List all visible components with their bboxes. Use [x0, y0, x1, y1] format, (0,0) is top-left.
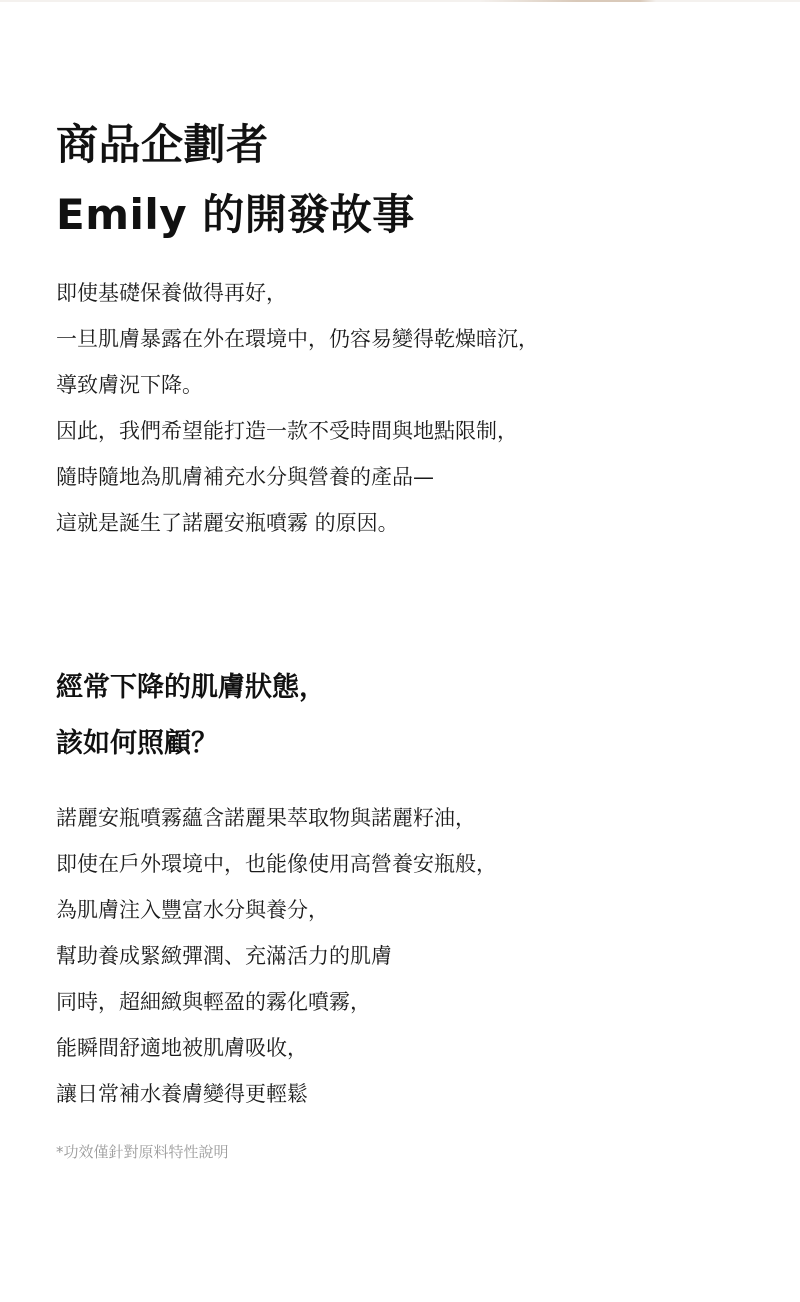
- detail-line: 為肌膚注入豐富水分與養分，: [56, 898, 329, 922]
- intro-line: 一旦肌膚暴露在外在環境中，仍容易變得乾燥暗沉，: [56, 327, 539, 351]
- title-line: Emily 的開發故事: [56, 190, 415, 239]
- heading-line: 經常下降的肌膚狀態，: [56, 672, 326, 703]
- intro-line: 即使基礎保養做得再好，: [56, 281, 287, 305]
- detail-line: 即使在戶外環境中，也能像使用高營養安瓶般，: [56, 852, 497, 876]
- section-heading: [56, 660, 326, 772]
- top-divider: [0, 0, 800, 2]
- detail-line: 能瞬間舒適地被肌膚吸收，: [56, 1036, 308, 1060]
- title-line: 商品企劃者: [56, 120, 269, 169]
- intro-line: 因此，我們希望能打造一款不受時間與地點限制，: [56, 419, 518, 443]
- detail-line: 幫助養成緊緻彈潤、充滿活力的肌膚: [56, 944, 392, 968]
- detail-line: 諾麗安瓶噴霧蘊含諾麗果萃取物與諾麗籽油，: [56, 806, 476, 830]
- disclaimer-footnote: *功效僅針對原料特性說明: [56, 1143, 229, 1161]
- intro-line: 這就是誕生了諾麗安瓶噴霧 的原因。: [56, 511, 399, 535]
- heading-line: 該如何照顧？: [56, 728, 218, 759]
- intro-paragraph: [56, 270, 539, 546]
- intro-line: 導致膚況下降。: [56, 373, 203, 397]
- page-title: [56, 110, 415, 250]
- detail-line: 同時，超細緻與輕盈的霧化噴霧，: [56, 990, 371, 1014]
- intro-line: 隨時隨地為肌膚補充水分與營養的產品—: [56, 465, 434, 489]
- detail-paragraph: [56, 795, 497, 1117]
- detail-line: 讓日常補水養膚變得更輕鬆: [56, 1082, 308, 1106]
